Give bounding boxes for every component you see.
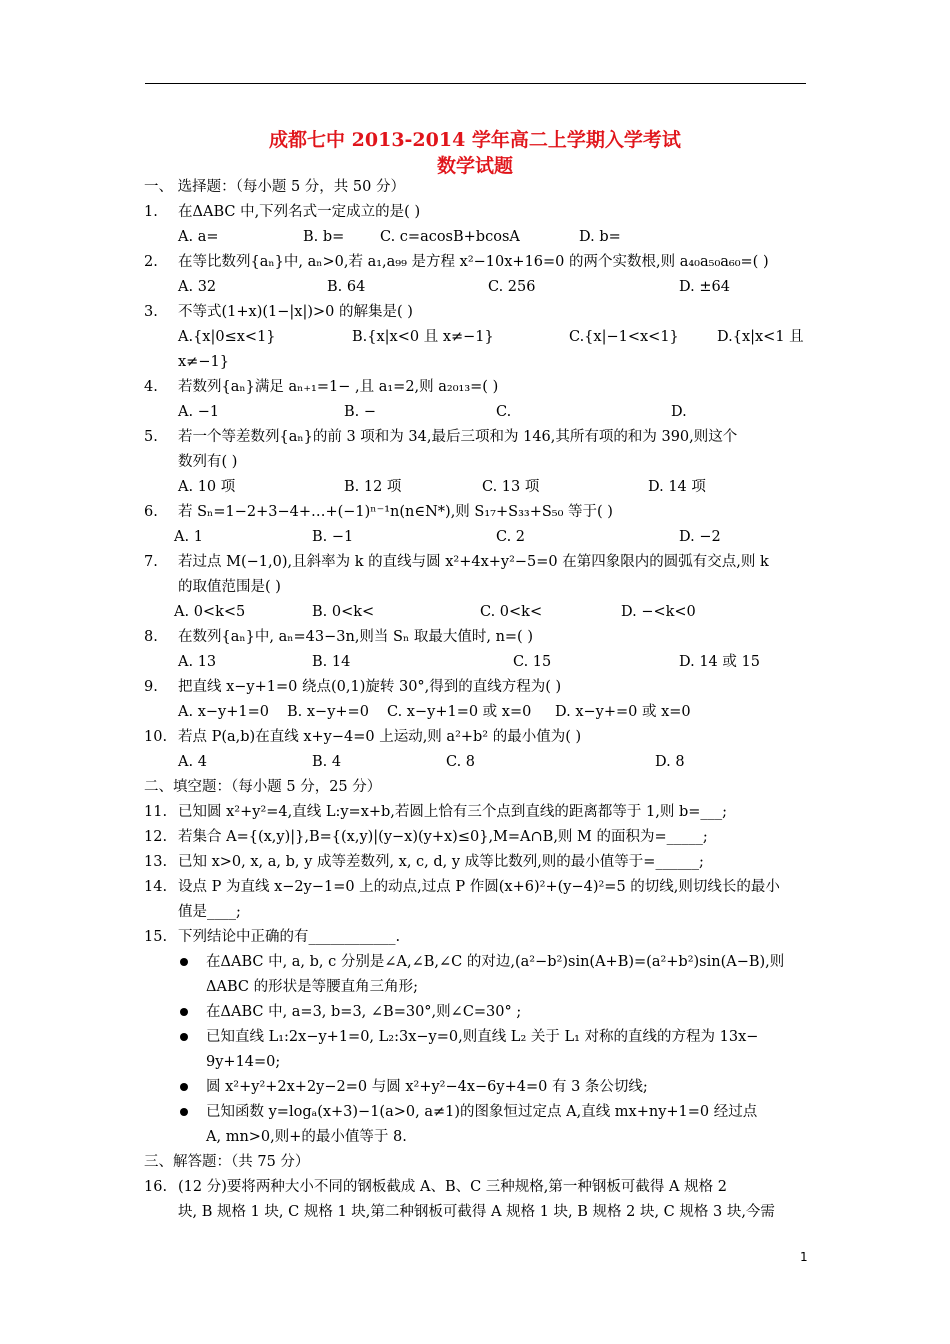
option-c: C. 0<k<: [480, 604, 543, 620]
question-number: 4.: [144, 379, 158, 395]
question-text-cont: 值是____;: [178, 904, 241, 920]
option-c: C. 256: [488, 279, 536, 295]
question-number: 16.: [144, 1179, 168, 1195]
page-subtitle: 数学试题: [436, 155, 513, 177]
question-text-cont: 数列有( ): [178, 454, 238, 470]
question-text: 若集合 A={(x,y)|},B={(x,y)|(y−x)(y+x)≤0},M=A∩B,则 M 的面积为=_____;: [178, 829, 708, 845]
statement-text: 已知直线 L₁:2x−y+1=0, L₂:3x−y=0,则直线 L₂ 关于 L₁ 对称的直线的方程为 13x−: [206, 1029, 759, 1045]
option-c: C. x−y+1=0 或 x=0: [387, 704, 532, 720]
option-d-cont: x≠−1}: [178, 354, 229, 370]
option-c: C. 8: [446, 754, 476, 770]
option-a: A. 10 项: [178, 479, 236, 495]
option-b: B.{x|x<0 且 x≠−1}: [352, 329, 494, 345]
page-title: 成都七中 2013-2014 学年高二上学期入学考试: [269, 129, 681, 151]
question-number: 11.: [144, 804, 168, 820]
option-b: B. 14: [312, 654, 351, 670]
option-c: C.{x|−1<x<1}: [569, 329, 679, 345]
question-text: 若点 P(a,b)在直线 x+y−4=0 上运动,则 a²+b² 的最小值为( ): [178, 729, 582, 745]
statement-text: 在ΔABC 中, a=3, b=3, ∠B=30°,则∠C=30° ;: [206, 1004, 522, 1020]
question-text: 若数列{aₙ}满足 aₙ₊₁=1− ,且 a₁=2,则 a₂₀₁₃=( ): [178, 379, 499, 395]
question-number: 2.: [144, 254, 158, 270]
question-text: 在数列{aₙ}中, aₙ=43−3n,则当 Sₙ 取最大值时, n=( ): [178, 629, 533, 645]
option-a: A. −1: [178, 404, 220, 420]
question-number: 10.: [144, 729, 168, 745]
question-number: 8.: [144, 629, 158, 645]
option-d: D. x−y+=0 或 x=0: [555, 704, 691, 720]
header-rule: [145, 83, 806, 84]
question-text: 在等比数列{aₙ}中, aₙ>0,若 a₁,a₉₉ 是方程 x²−10x+16=0 的两个实数根,则 a₄₀a₅₀a₆₀=( ): [178, 254, 769, 270]
option-d: D. −<k<0: [621, 604, 696, 620]
bullet-icon: [180, 958, 188, 966]
option-b: B. 64: [327, 279, 366, 295]
bullet-icon: [180, 1008, 188, 1016]
statement-text-cont: A, mn>0,则+的最小值等于 8.: [206, 1129, 407, 1145]
statement-text-cont: ΔABC 的形状是等腰直角三角形;: [206, 979, 418, 995]
question-number: 6.: [144, 504, 158, 520]
option-c: C. 13 项: [482, 479, 540, 495]
option-b: B. 0<k<: [312, 604, 375, 620]
option-d: D. 8: [655, 754, 685, 770]
question-text: 已知 x>0, x, a, b, y 成等差数列, x, c, d, y 成等比数列,则的最小值等于=______;: [178, 854, 704, 870]
page-number: 1: [800, 1250, 808, 1264]
option-a: A. 32: [178, 279, 217, 295]
section-heading: 一、 选择题：（每小题 5 分，共 50 分）: [144, 179, 405, 195]
question-text: (12 分)要将两种大小不同的钢板截成 A、B、C 三种规格,第一种钢板可截得 A 规格 2: [178, 1179, 727, 1195]
option-a: A. a=: [178, 229, 219, 245]
question-number: 15.: [144, 929, 168, 945]
question-number: 12.: [144, 829, 168, 845]
option-a: A. 4: [178, 754, 207, 770]
option-c: C. 2: [496, 529, 526, 545]
question-number: 9.: [144, 679, 158, 695]
question-number: 3.: [144, 304, 158, 320]
question-text-cont: 块, B 规格 1 块, C 规格 1 块,第二种钢板可截得 A 规格 1 块, B 规格 2 块, C 规格 3 块,今需: [178, 1204, 775, 1220]
statement-text: 在ΔABC 中, a, b, c 分别是∠A,∠B,∠C 的对边,(a²−b²)sin(A+B)=(a²+b²)sin(A−B),则: [206, 954, 785, 970]
option-b: B. 4: [312, 754, 342, 770]
question-number: 14.: [144, 879, 168, 895]
option-b: B. −1: [312, 529, 354, 545]
question-text: 下列结论中正确的有____________.: [178, 929, 401, 945]
option-c: C. 15: [513, 654, 552, 670]
question-text: 设点 P 为直线 x−2y−1=0 上的动点,过点 P 作圆(x+6)²+(y−4)²=5 的切线,则切线长的最小: [178, 879, 780, 895]
question-number: 1.: [144, 204, 158, 220]
bullet-icon: [180, 1083, 188, 1091]
bullet-icon: [180, 1033, 188, 1041]
question-text: 在ΔABC 中,下列名式一定成立的是( ): [178, 204, 421, 220]
option-a: A. x−y+1=0: [178, 704, 269, 720]
question-text: 已知圆 x²+y²=4,直线 L:y=x+b,若圆上恰有三个点到直线的距离都等于 1,则 b=___;: [178, 804, 728, 820]
section-heading: 三、解答题：（共 75 分）: [144, 1154, 310, 1170]
option-d: D. −2: [679, 529, 721, 545]
question-number: 13.: [144, 854, 168, 870]
question-text: 把直线 x−y+1=0 绕点(0,1)旋转 30°,得到的直线方程为( ): [178, 679, 562, 695]
question-number: 7.: [144, 554, 158, 570]
question-text-cont: 的取值范围是( ): [178, 579, 281, 595]
option-a: A. 1: [174, 529, 203, 545]
option-a: A. 0<k<5: [174, 604, 246, 620]
question-number: 5.: [144, 429, 158, 445]
option-a: A.{x|0≤x<1}: [178, 329, 276, 345]
option-b: B. x−y+=0: [287, 704, 369, 720]
option-d: D. 14 或 15: [679, 654, 760, 670]
statement-text-cont: 9y+14=0;: [206, 1054, 281, 1070]
question-text: 若过点 M(−1,0),且斜率为 k 的直线与圆 x²+4x+y²−5=0 在第四象限内的圆弧有交点,则 k: [178, 554, 769, 570]
question-text: 若 Sₙ=1−2+3−4+…+(−1)ⁿ⁻¹n(n∈N*),则 S₁₇+S₃₃+S₅₀ 等于( ): [178, 504, 613, 520]
option-b: B. 12 项: [344, 479, 402, 495]
question-text: 若一个等差数列{aₙ}的前 3 项和为 34,最后三项和为 146,其所有项的和为 390,则这个: [178, 429, 738, 445]
option-b: B. b=: [303, 229, 345, 245]
bullet-icon: [180, 1108, 188, 1116]
option-d: D. ±64: [679, 279, 730, 295]
section-heading: 二、填空题：（每小题 5 分，25 分）: [144, 779, 382, 795]
option-a: A. 13: [178, 654, 217, 670]
option-b: B. −: [344, 404, 377, 420]
statement-text: 圆 x²+y²+2x+2y−2=0 与圆 x²+y²−4x−6y+4=0 有 3 条公切线;: [206, 1079, 648, 1095]
option-d: D. 14 项: [648, 479, 706, 495]
option-d: D.: [671, 404, 687, 420]
option-d: D. b=: [579, 229, 621, 245]
option-c: C.: [496, 404, 512, 420]
option-d: D.{x|x<1 且: [717, 329, 804, 345]
option-c: C. c=acosB+bcosA: [380, 229, 520, 245]
statement-text: 已知函数 y=logₐ(x+3)−1(a>0, a≠1)的图象恒过定点 A,直线 mx+ny+1=0 经过点: [206, 1104, 758, 1120]
question-text: 不等式(1+x)(1−|x|)>0 的解集是( ): [178, 304, 413, 320]
